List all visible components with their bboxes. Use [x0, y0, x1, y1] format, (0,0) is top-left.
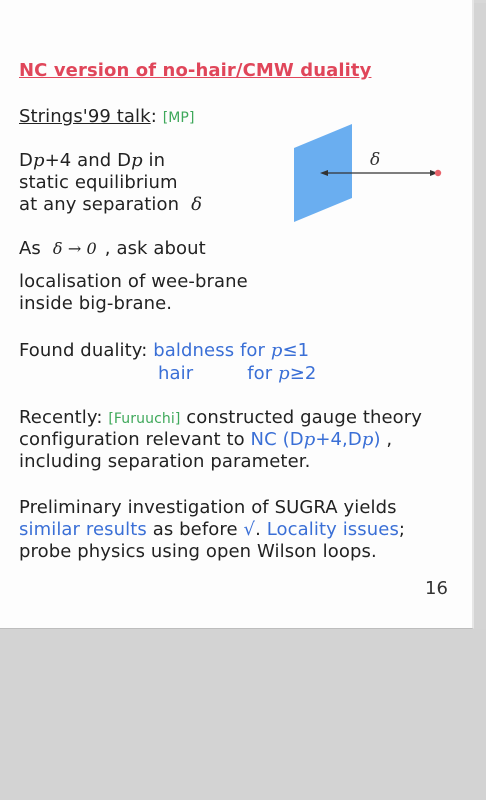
text: ≥2	[289, 363, 317, 384]
delta-label: δ	[370, 150, 381, 170]
brane-diagram	[288, 120, 448, 230]
text: ,	[380, 429, 393, 450]
similar-results-text: similar results	[19, 519, 147, 540]
baldness-text	[153, 340, 309, 361]
text: )	[373, 429, 381, 450]
nc-label	[251, 429, 381, 450]
locality-issues-text: Locality issues	[266, 519, 399, 540]
p-symbol: p	[303, 429, 316, 450]
text: constructed gauge theory	[180, 407, 423, 428]
text: .	[255, 519, 267, 540]
text: NC (D	[250, 429, 304, 450]
text: +4 and D	[44, 150, 132, 171]
recent-line-2	[19, 429, 392, 451]
setup-line-3	[19, 194, 202, 216]
text: , ask about	[104, 238, 206, 259]
wee-brane-dot	[435, 170, 441, 176]
delta-symbol: δ	[191, 194, 203, 215]
check-icon: √	[243, 519, 256, 540]
talk-line	[19, 106, 195, 129]
p-symbol: p	[270, 340, 283, 361]
setup-line-2: static equilibrium	[19, 172, 178, 193]
p-symbol: p	[32, 150, 45, 171]
duality-label: Found duality:	[19, 340, 148, 361]
page-number: 16	[425, 578, 449, 599]
talk-colon: :	[150, 106, 157, 127]
text: for	[247, 363, 279, 384]
hair-text: hair	[158, 363, 194, 384]
text: configuration relevant to	[19, 429, 251, 450]
bottom-blank-area	[0, 629, 486, 800]
text: in	[142, 150, 166, 171]
text: D	[19, 150, 33, 171]
prelim-line-1: Preliminary investigation of SUGRA yields	[19, 497, 397, 518]
text: Recently:	[19, 407, 109, 428]
prelim-line-2	[19, 519, 405, 541]
setup-line-1	[19, 150, 165, 172]
text: as before	[146, 519, 244, 540]
limit-line	[19, 238, 206, 260]
p-symbol: p	[278, 363, 290, 384]
localisation-line-1: localisation of wee-brane	[19, 271, 248, 292]
text: baldness for	[153, 340, 271, 361]
text: As	[19, 238, 41, 259]
recent-line-3: including separation parameter.	[19, 451, 311, 472]
p-symbol: p	[361, 429, 374, 450]
limit-expression: δ → 0	[52, 239, 97, 258]
talk-label: Strings'99 talk	[19, 106, 151, 127]
text: ≤1	[282, 340, 310, 361]
duality-line-2	[158, 363, 316, 385]
text: +4,D	[315, 429, 362, 450]
slide-title: NC version of no-hair/CMW duality	[19, 60, 372, 81]
duality-line-1	[19, 340, 309, 362]
furuuchi-ref: [Furuuchi]	[108, 411, 181, 427]
p-symbol: p	[131, 150, 143, 171]
localisation-line-2: inside big-brane.	[19, 293, 173, 314]
text: at any separation	[19, 194, 180, 215]
recent-line-1	[19, 407, 422, 430]
text: ;	[398, 519, 406, 540]
talk-ref: [MP]	[162, 110, 195, 126]
prelim-line-3: probe physics using open Wilson loops.	[19, 541, 377, 562]
